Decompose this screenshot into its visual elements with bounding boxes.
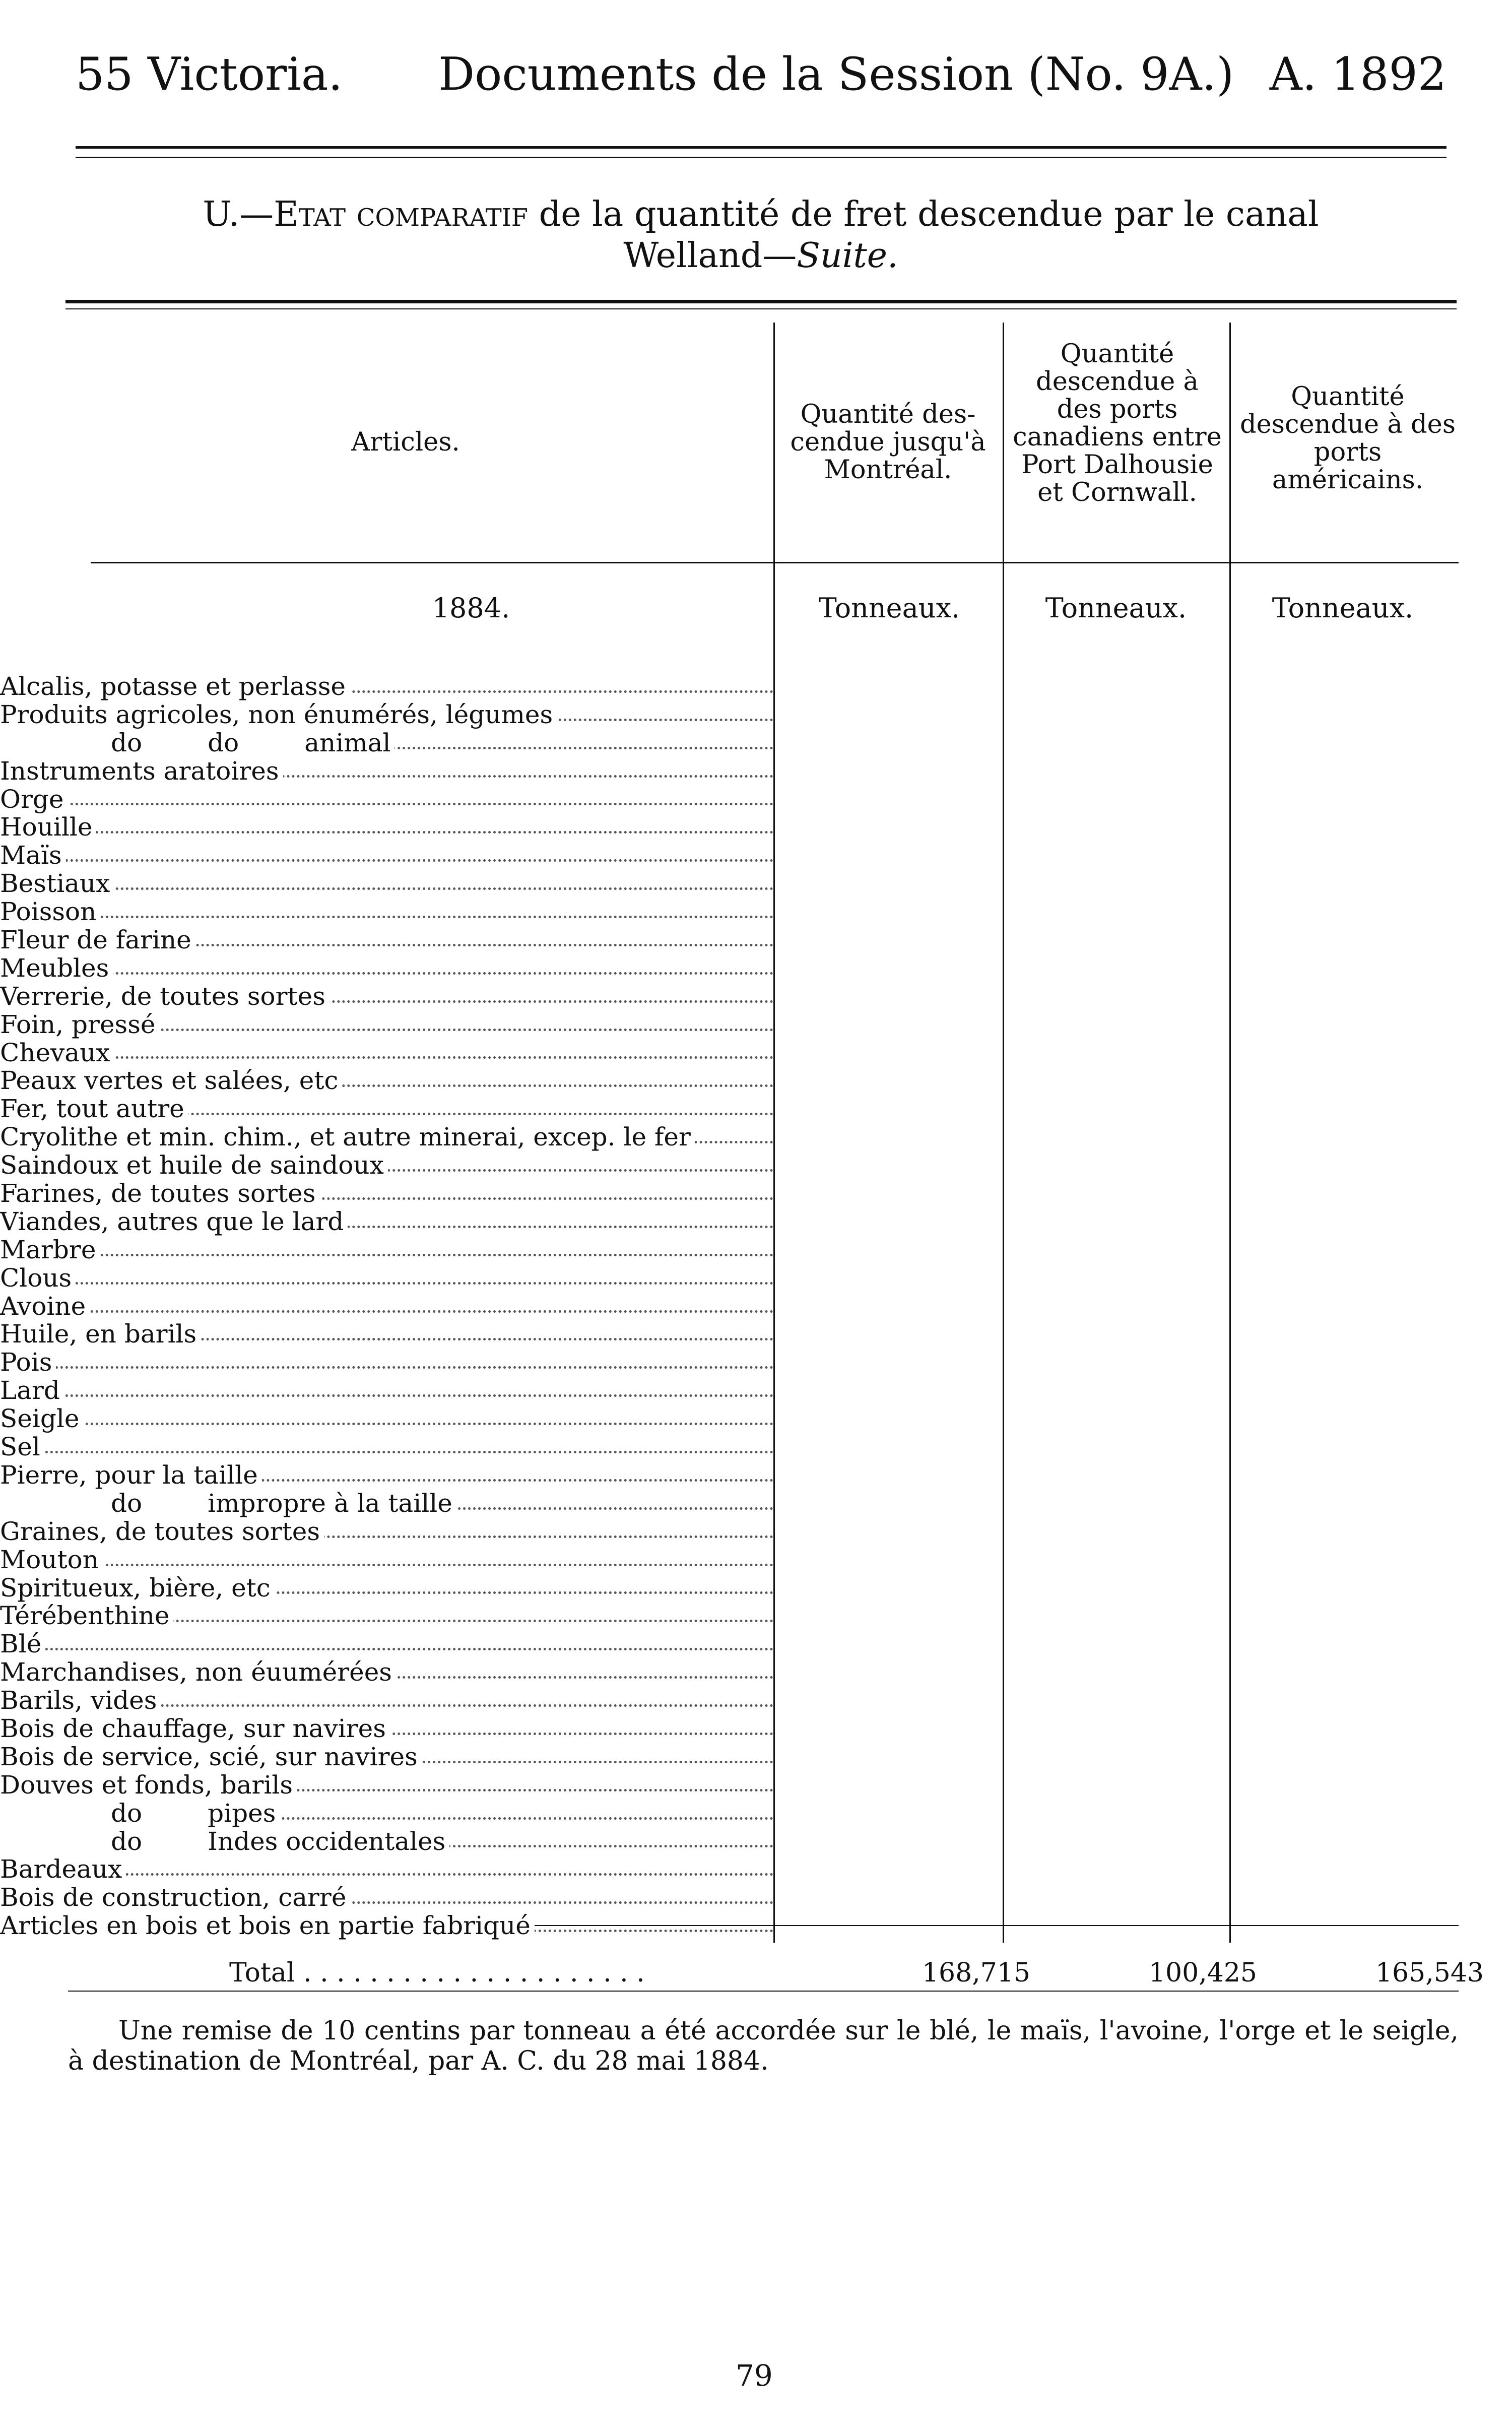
article-name bbox=[0, 1490, 778, 1518]
page-number: 79 bbox=[736, 2358, 773, 2393]
ditto-mark: do bbox=[111, 1799, 143, 1828]
table-row bbox=[0, 1884, 1391, 1912]
article-name: Poisson bbox=[0, 898, 778, 926]
table-row bbox=[0, 842, 1391, 870]
table-row bbox=[0, 1180, 1391, 1208]
table-row bbox=[0, 1236, 1391, 1264]
table-row bbox=[0, 757, 1391, 786]
article-subname: Indes occidentales bbox=[208, 1827, 446, 1856]
table-row bbox=[0, 1574, 1391, 1603]
article-name: Marbre bbox=[0, 1236, 778, 1264]
table-row bbox=[0, 1602, 1391, 1630]
running-head-right: A. 1892 bbox=[1269, 48, 1447, 101]
table-row bbox=[0, 1320, 1391, 1349]
total-montreal: 168,715 bbox=[922, 1958, 1030, 1988]
unit-montreal: Tonneaux. bbox=[818, 592, 960, 624]
article-name: Maïs bbox=[0, 842, 778, 870]
footnote: Une remise de 10 centins par tonneau a été accordée sur le blé, le maïs, l'avoine, l'orge et le seigle, à destination de Montréal, par A. C. du 28 mai 1884. bbox=[68, 2016, 1459, 2076]
total-canadiens: 100,425 bbox=[1148, 1958, 1257, 1988]
article-name: Bois de construction, carré bbox=[0, 1884, 778, 1912]
article-subname-tail: animal bbox=[304, 729, 391, 757]
header-bottom-rule bbox=[91, 562, 1459, 563]
table-row bbox=[0, 983, 1391, 1011]
article-name: Fer, tout autre bbox=[0, 1095, 778, 1123]
column-header-montreal: Quantité des-cendue jusqu'à Montréal. bbox=[790, 400, 986, 485]
article-name: Clous bbox=[0, 1264, 778, 1293]
article-name: Alcalis, potasse et perlasse bbox=[0, 673, 778, 701]
table-row bbox=[0, 1715, 1391, 1743]
article-name: Douves et fonds, barils bbox=[0, 1771, 778, 1800]
table-row bbox=[0, 1828, 1391, 1856]
table-row bbox=[0, 954, 1391, 983]
table-row bbox=[0, 1264, 1391, 1293]
table-row bbox=[0, 1349, 1391, 1377]
article-name: Cryolithe et min. chim., et autre minerai, excep. le fer bbox=[0, 1123, 778, 1151]
article-name: Pois bbox=[0, 1349, 778, 1377]
table-row bbox=[0, 1658, 1391, 1687]
table-row bbox=[0, 1293, 1391, 1321]
table-row bbox=[0, 813, 1391, 842]
article-name: Peaux vertes et salées, etc bbox=[0, 1067, 778, 1095]
table-row bbox=[0, 1123, 1391, 1151]
article-name: Farines, de toutes sortes bbox=[0, 1180, 778, 1208]
table-row bbox=[0, 926, 1391, 954]
table-row bbox=[0, 1405, 1391, 1433]
column-header-americains: Quantité descendue à des ports américains. bbox=[1239, 382, 1456, 495]
table-row bbox=[0, 701, 1391, 729]
article-name: Bois de chauffage, sur navires bbox=[0, 1715, 778, 1743]
table-row bbox=[0, 1490, 1391, 1518]
article-name: Sel bbox=[0, 1433, 778, 1461]
table-row bbox=[0, 1067, 1391, 1095]
column-header-articles: Articles. bbox=[351, 427, 460, 457]
title-prefix: U.— bbox=[203, 195, 274, 234]
article-name: Meubles bbox=[0, 954, 778, 983]
table-row bbox=[0, 1912, 1391, 1940]
ditto-mark: do bbox=[111, 1489, 143, 1518]
article-name bbox=[0, 1800, 778, 1828]
article-name: Houille bbox=[0, 813, 778, 842]
article-name: Viandes, autres que le lard bbox=[0, 1208, 778, 1236]
table-row bbox=[0, 1208, 1391, 1236]
article-name: Avoine bbox=[0, 1293, 778, 1321]
table-row bbox=[0, 1771, 1391, 1800]
table-row bbox=[0, 673, 1391, 701]
article-name: Chevaux bbox=[0, 1039, 778, 1067]
table-row bbox=[0, 1039, 1391, 1067]
article-name: Bois de service, scié, sur navires bbox=[0, 1743, 778, 1771]
table-row bbox=[0, 1377, 1391, 1405]
table-body bbox=[0, 673, 1391, 1940]
table-row bbox=[0, 1433, 1391, 1461]
title-rule bbox=[65, 300, 1457, 309]
article-subname: do bbox=[208, 729, 239, 757]
column-header-canadiens: Quantité descendue à des ports canadiens entre Port Dalhousie et Cornwall. bbox=[1013, 339, 1222, 507]
table-title bbox=[181, 194, 1340, 277]
running-head-center: Documents de la Session (No. 9A.) bbox=[438, 48, 1234, 101]
article-name: Verrerie, de toutes sortes bbox=[0, 983, 778, 1011]
table-row bbox=[0, 1518, 1391, 1546]
table-bottom-rule bbox=[68, 1991, 1459, 1992]
article-name: Saindoux et huile de saindoux bbox=[0, 1151, 778, 1180]
article-name: Marchandises, non éuumérées bbox=[0, 1658, 778, 1687]
article-subname: impropre à la taille bbox=[208, 1489, 452, 1518]
table-row bbox=[0, 1151, 1391, 1180]
total-label: Total . . . . . . . . . . . . . . . . . . . . . bbox=[229, 1958, 645, 1988]
article-name: Fleur de farine bbox=[0, 926, 778, 954]
article-name: Graines, de toutes sortes bbox=[0, 1518, 778, 1546]
table-row bbox=[0, 870, 1391, 898]
article-name: Articles en bois et bois en partie fabriqué bbox=[0, 1912, 778, 1940]
table-row bbox=[0, 1095, 1391, 1123]
table-row bbox=[0, 1800, 1391, 1828]
article-name bbox=[0, 1828, 778, 1856]
table-row bbox=[0, 1461, 1391, 1490]
table-row bbox=[0, 1630, 1391, 1658]
article-name: Spiritueux, bière, etc bbox=[0, 1574, 778, 1603]
table-row bbox=[0, 898, 1391, 926]
running-head bbox=[76, 48, 1447, 103]
title-line2: Welland— bbox=[623, 236, 797, 276]
header-rule bbox=[76, 146, 1447, 158]
title-main: de la quantité de fret descendue par le canal bbox=[528, 195, 1319, 234]
table-row bbox=[0, 1687, 1391, 1715]
ditto-mark: do bbox=[111, 1827, 143, 1856]
article-name: Instruments aratoires bbox=[0, 757, 778, 786]
year-label: 1884. bbox=[432, 592, 510, 624]
article-name: Orge bbox=[0, 786, 778, 814]
article-name: Huile, en barils bbox=[0, 1320, 778, 1349]
title-smallcaps: Etat comparatif bbox=[274, 195, 529, 234]
article-name: Barils, vides bbox=[0, 1687, 778, 1715]
article-name: Foin, pressé bbox=[0, 1011, 778, 1039]
article-name: Bestiaux bbox=[0, 870, 778, 898]
article-name: Seigle bbox=[0, 1405, 778, 1433]
article-name: Blé bbox=[0, 1630, 778, 1658]
article-name: Produits agricoles, non énumérés, légumes bbox=[0, 701, 778, 729]
article-subname: pipes bbox=[208, 1799, 276, 1828]
total-americains: 165,543 bbox=[1375, 1958, 1484, 1988]
ditto-mark: do bbox=[111, 729, 143, 757]
table-row bbox=[0, 1743, 1391, 1771]
table-row bbox=[0, 729, 1391, 757]
table-row bbox=[0, 1011, 1391, 1039]
running-head-left: 55 Victoria. bbox=[76, 48, 343, 101]
article-name: Térébenthine bbox=[0, 1602, 778, 1630]
table-row bbox=[0, 786, 1391, 814]
article-name: Lard bbox=[0, 1377, 778, 1405]
table-row bbox=[0, 1546, 1391, 1574]
article-name: Pierre, pour la taille bbox=[0, 1461, 778, 1490]
unit-canadiens: Tonneaux. bbox=[1045, 592, 1187, 624]
title-suite: Suite. bbox=[797, 236, 898, 276]
unit-americains: Tonneaux. bbox=[1272, 592, 1414, 624]
article-name: Bardeaux bbox=[0, 1855, 778, 1884]
article-name bbox=[0, 729, 778, 757]
article-name: Mouton bbox=[0, 1546, 778, 1574]
table-row bbox=[0, 1855, 1391, 1884]
